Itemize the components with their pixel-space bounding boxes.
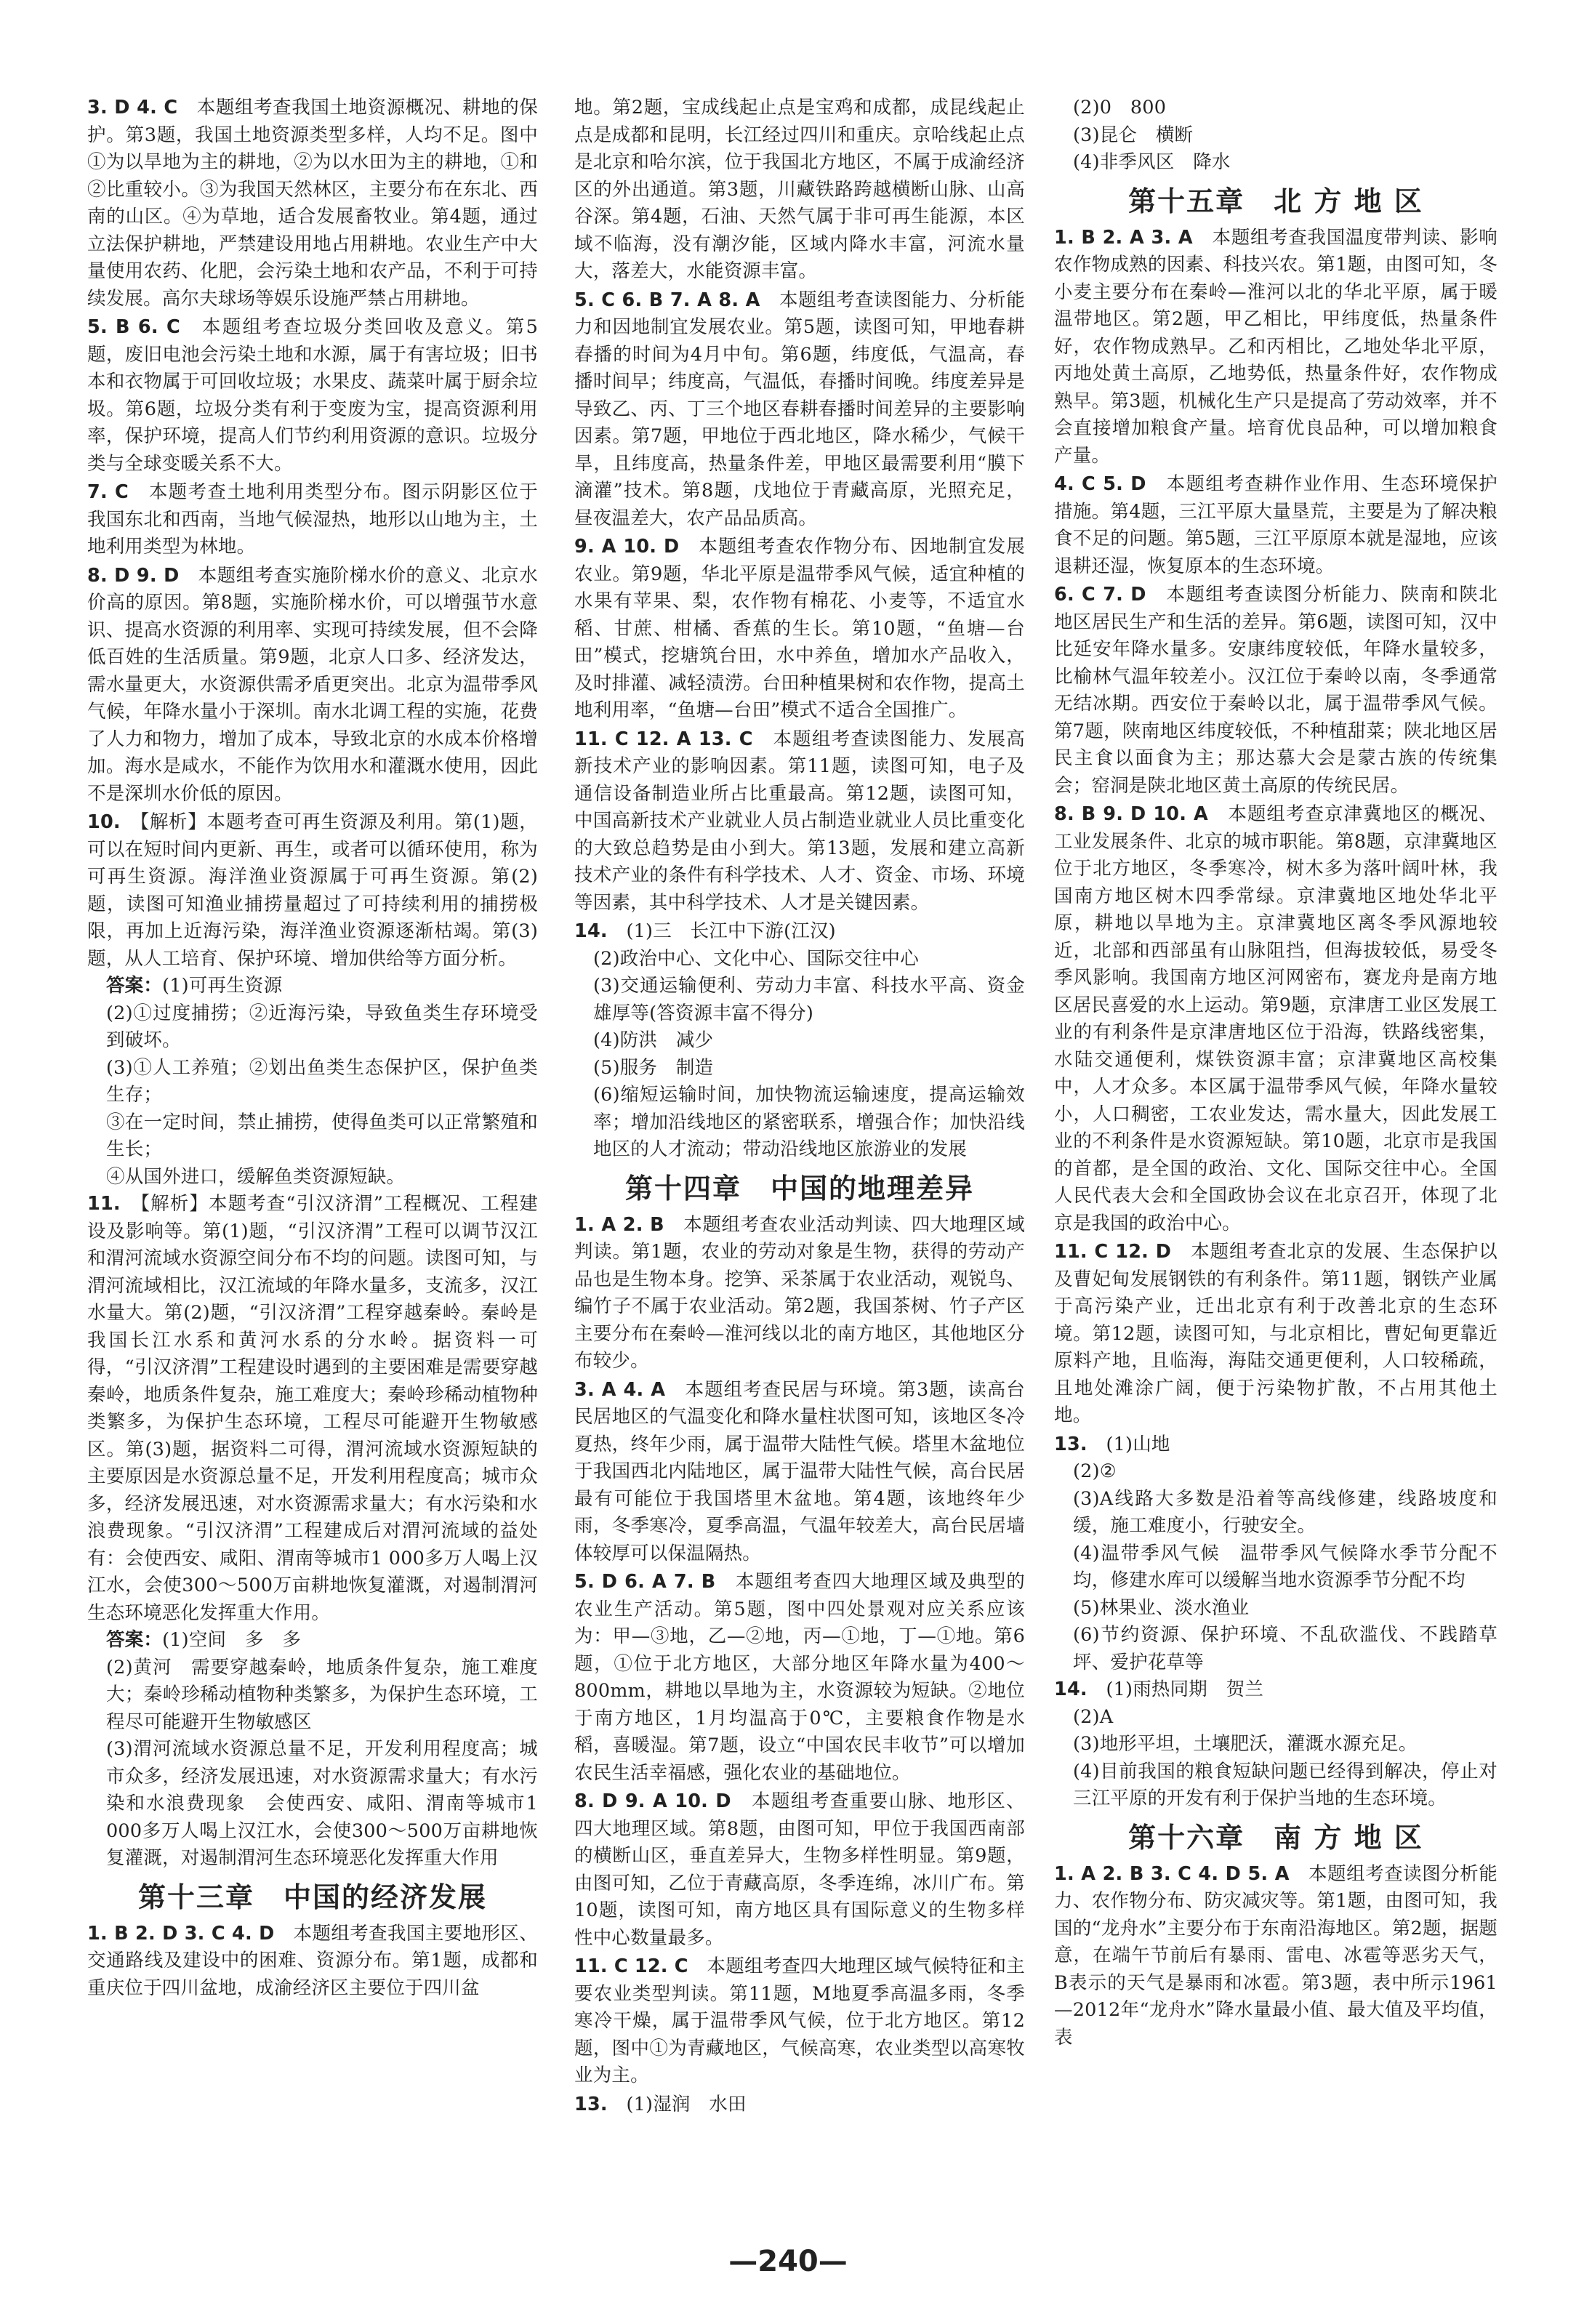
question-number: 1. A 2. B xyxy=(574,1213,664,1236)
sub-answer: (2)①过度捕捞；②近海污染，导致鱼类生存环境受到破坏。 xyxy=(106,1002,538,1051)
answer-item xyxy=(87,1191,538,1627)
question-number: 3. D 4. C xyxy=(87,97,178,118)
answer-item xyxy=(1054,582,1497,800)
question-number: 1. A 2. B 3. C 4. D 5. A xyxy=(1054,1862,1290,1885)
answer-item xyxy=(87,95,538,313)
question-number: 3. A 4. A xyxy=(574,1378,666,1401)
sub-answer: (2)0 800 xyxy=(1073,97,1167,118)
answer-item xyxy=(574,534,1025,725)
sub-answer: (2)A xyxy=(1073,1705,1114,1728)
column-right xyxy=(1054,95,1497,2051)
explanation-text: 本题考查土地利用类型分布。图示阴影区位于我国东北和西南，当地气候湿热，地形以山地为主，土地利用类型为林地。 xyxy=(87,481,538,558)
explanation-text: (1)湿润 水田 xyxy=(626,2093,747,2115)
question-number: 6. C 7. D xyxy=(1054,584,1146,606)
question-number: 13. xyxy=(1054,1433,1087,1455)
answer-item xyxy=(574,1953,1025,2090)
explanation-text: 本题组考查读图能力、发展高新技术产业的影响因素。第11题，读图可知，电子及通信设备制造业所占比重最高。第12题，读图可知，中国高新技术产业就业人员占制造业就业人员比重变化的大致总趋势是由小到大。第13题，发展和建立高新技术产业的条件有科学技术、人才、资金、市场、环境等因素，其中科学技术、人才是关键因素。 xyxy=(574,728,1025,914)
explanation-text: (1)三 长江中下游(江汉) xyxy=(626,920,836,942)
answer-item xyxy=(574,1788,1025,1952)
explanation-text: 本题组考查民居与环境。第3题，读高台民居地区的气温变化和降水量柱状图可知，该地区冬冷夏热，终年少雨，属于温带大陆性气候。塔里木盆地位于我国西北内陆地区，属于温带大陆性气候，高台民居最有可能位于我国塔里木盆地。第4题，该地终年少雨，冬季寒冷，夏季高温，气温年较差大，高台民居墙体较厚可以保温隔热。 xyxy=(574,1378,1026,1564)
question-number: 14. xyxy=(1054,1678,1087,1700)
question-number: 1. B 2. A 3. A xyxy=(1054,226,1193,249)
explanation-text: 本题组考查农业活动判读、四大地理区域判读。第1题，农业的劳动对象是生物，获得的劳动产品也是生物本身。挖笋、采茶属于农业活动，观锐鸟、编竹子不属于农业活动。第2题，我国茶树、竹子产区主要分布在秦岭—淮河线以北的南方地区，其他地区分布较少。 xyxy=(574,1213,1026,1372)
page-number: —240— xyxy=(728,2245,848,2278)
answer-line xyxy=(87,973,538,1000)
column-left xyxy=(87,95,538,2002)
continued-text: 地。第2题，宝成线起止点是宝鸡和成都，成昆线起止点是成都和昆明，长江经过四川和重庆。京哈线起止点是北京和哈尔滨，位于我国北方地区，不属于成渝经济区的外出通道。第3题，川藏铁路跨越横断山脉、山高谷深。第4题，石油、天然气属于非可再生能源，本区域不临海，没有潮汐能，区域内降水丰富，河流水量大，落差大，水能资源丰富。 xyxy=(574,97,1025,282)
explanation-text: 本题组考查读图分析能力、农作物分布、防灾减灾等。第1题，由图可知，我国的“龙舟水”主要分布于东南沿海地区。第2题，据题意，在端午节前后有暴雨、雷电、冰雹等恶劣天气，B表示的天气是暴雨和冰雹。第3题，表中所示1961—2012年“龙舟水”降水量最小值、最大值及平均值，表 xyxy=(1054,1862,1497,2048)
explanation-text: 本题组考查四大地理区域气候特征和主要农业类型判读。第11题，M地夏季高温多雨，冬季寒冷干燥，属于温带季风气候，位于北方地区。第12题，图中①为青藏地区，气候高寒，农业类型以高寒牧业为主。 xyxy=(574,1955,1025,2086)
sub-answer: ③在一定时间，禁止捕捞，使得鱼类可以正常繁殖和生长； xyxy=(106,1111,538,1160)
question-number: 9. A 10. D xyxy=(574,536,680,558)
question-number: 14. xyxy=(574,920,608,942)
sub-answer: (4)目前我国的粮食短缺问题已经得到解决，停止对三江平原的开发有利于保护当地的生态环境。 xyxy=(1073,1760,1497,1809)
answer-label: 答案： xyxy=(106,1629,163,1651)
answer-item xyxy=(574,1569,1025,1787)
answer-item xyxy=(574,2091,1025,2119)
explanation-text: 本题组考查农作物分布、因地制宜发展农业。第9题，华北平原是温带季风气候，适宜种植的水果有苹果、梨，农作物有棉花、小麦等，不适宜水稻、甘蔗、柑橘、香蕉的生长。第10题，“鱼塘—台田”模式，挖塘筑台田，水中养鱼，增加水产品收入，及时排灌、减轻渍涝。台田种植果树和农作物，提高土地利用率，“鱼塘—台田”模式不适合全国推广。 xyxy=(574,536,1026,721)
explanation-text: 本题组考查我国主要地形区、交通路线及建设中的困难、资源分布。第1题，成都和重庆位于四川盆地，成渝经济区主要位于四川盆 xyxy=(87,1922,538,1999)
explanation-text: 本题组考查京津冀地区的概况、工业发展条件、北京的城市职能。第8题，京津冀地区位于北方地区，冬季寒冷，树木多为落叶阔叶林，我国南方地区树木四季常绿。京津冀地区地处华北平原，耕地以旱地为主。京津冀地区离冬季风源地较近，北部和西部虽有山脉阻挡，但海拔较低，易受冬季风影响。我国南方地区河网密布，赛龙舟是南方地区居民喜爱的水上运动。第9题，京津唐工业区发展工业的有利条件是京津唐地区位于沿海，铁路线密集，水陆交通便利，煤铁资源丰富；京津冀地区高校集中，人才众多。本区属于温带季风气候，年降水量较小，人口稠密，工农业发达，需水量大，因此发展工业的不利条件是水资源短缺。第10题，北京市是我国的首都，是全国的政治、文化、国际交往中心。全国人民代表大会和全国政协会议在北京召开，体现了北京是我国的政治中心。 xyxy=(1054,803,1497,1234)
explanation-text: 本题组考查垃圾分类回收及意义。第5题，废旧电池会污染土地和水源，属于有害垃圾；旧书本和衣物属于可回收垃圾；水果皮、蔬菜叶属于厨余垃圾。第6题，垃圾分类有利于变废为宝，提高资源利用率，保护环境，提高人们节约利用资源的意识。垃圾分类与全球变暖关系不大。 xyxy=(87,316,538,475)
sub-answer: (2)政治中心、文化中心、国际交往中心 xyxy=(593,947,919,970)
explanation-text: 本题组考查实施阶梯水价的意义、北京水价高的原因。第8题，实施阶梯水价，可以增强节水意识、提高水资源的利用率、实现可持续发展，但不会降低百姓的生活质量。第9题，北京人口多、经济发达，需水量更大，水资源供需矛盾更突出。北京为温带季风气候，年降水量小于深圳。南水北调工程的实施，花费了人力和物力，增加了成本，导致北京的水成本价格增加。海水是咸水，不能作为饮用水和灌溉水使用，因此不是深圳水价低的原因。 xyxy=(87,564,538,805)
sub-answer: (4)温带季风气候 温带季风气候降水季节分配不均，修建水库可以缓解当地水资源季节分配不均 xyxy=(1073,1542,1497,1591)
question-number: 11. C 12. C xyxy=(574,1955,688,1977)
question-number: 4. C 5. D xyxy=(1054,473,1146,495)
answer-item xyxy=(87,809,538,973)
explanation-text: 【解析】本题考查可再生资源及利用。第(1)题，可以在短时间内更新、再生，或者可以循环使用，称为可再生资源。海洋渔业资源属于可再生资源。第(2)题，读图可知渔业捕捞量超过了可持续利用的捕捞极限，再加上近海污染，海洋渔业资源逐渐枯竭。第(3)题，从人工培育、保护环境、增加供给等方面分析。 xyxy=(87,811,538,970)
answer-item xyxy=(574,1212,1025,1375)
sub-answer: (3)①人工养殖；②划出鱼类生态保护区，保护鱼类生存； xyxy=(106,1056,538,1106)
explanation-text: (1)山地 xyxy=(1106,1433,1170,1455)
answer-item xyxy=(87,479,538,561)
question-number: 5. B 6. C xyxy=(87,316,180,338)
explanation-text: 本题组考查我国温度带判读、影响农作物成熟的因素、科技兴农。第1题，由图可知，冬小麦主要分布在秦岭—淮河以北的华北平原，属于暖温带地区。第2题，甲乙相比，甲纬度低，热量条件好，农作物成熟早。乙和丙相比，乙地处华北平原，丙地处黄土高原，乙地势低，热量条件好，农作物成熟早。第3题，机械化生产只是提高了劳动效率，并不会直接增加粮食产量。培育优良品种，可以增加粮食产量。 xyxy=(1054,226,1497,467)
answer-item xyxy=(574,1377,1025,1568)
sub-answer: (3)A线路大多数是沿着等高线修建，线路坡度和缓，施工难度小，行驶安全。 xyxy=(1073,1487,1497,1537)
chapter-heading: 第十四章 中国的地理差异 xyxy=(624,1172,974,1205)
answer-text: (1)可再生资源 xyxy=(162,975,283,997)
answer-item xyxy=(87,1921,538,2003)
question-number: 1. B 2. D 3. C 4. D xyxy=(87,1922,275,1945)
answer-line xyxy=(87,1627,538,1654)
sub-answer: (4)防洪 减少 xyxy=(593,1029,714,1051)
sub-answer: (5)林果业、淡水渔业 xyxy=(1073,1596,1250,1619)
chapter-heading: 第十五章 北 方 地 区 xyxy=(1128,185,1423,217)
answer-item xyxy=(1054,471,1497,580)
sub-answer: (3)渭河流域水资源总量不足，开发利用程度高；城市众多，经济发展迅速，对水资源需求量大；有水污染和水浪费现象 会使西安、咸阳、渭南等城市1 000多万人喝上汉江水，会使300～500万亩耕地恢复灌溉，对遏制渭河生态环境恶化发挥重大作用 xyxy=(106,1738,538,1869)
sub-answer: (3)昆仑 横断 xyxy=(1073,124,1194,146)
answer-item xyxy=(1054,225,1497,470)
question-number: 7. C xyxy=(87,481,129,503)
question-number: 5. C 6. B 7. A 8. A xyxy=(574,289,760,311)
sub-answer: (3)交通运输便利、劳动力丰富、科技水平高、资金雄厚等(答资源丰富不得分) xyxy=(593,975,1025,1024)
sub-answer: (6)节约资源、保护环境、不乱砍滥伐、不践踏草坪、爱护花草等 xyxy=(1073,1624,1497,1673)
question-number: 11. C 12. A 13. C xyxy=(574,728,753,750)
question-number: 8. B 9. D 10. A xyxy=(1054,803,1208,825)
sub-answer: (5)服务 制造 xyxy=(593,1056,714,1079)
answer-item xyxy=(87,314,538,478)
question-number: 11. C 12. D xyxy=(1054,1241,1172,1263)
explanation-text: 本题组考查耕作业作用、生态环境保护措施。第4题，三江平原大量垦荒，主要是为了解决粮食不足的问题。第5题，三江平原原本就是湿地，应该退耕还湿，恢复原本的生态环境。 xyxy=(1054,473,1497,577)
question-number: 13. xyxy=(574,2093,608,2115)
sub-answer: (6)缩短运输时间，加快物流运输速度，提高运输效率；增加沿线地区的紧密联系，增强合作；加快沿线地区的人才流动；带动沿线地区旅游业的发展 xyxy=(593,1084,1025,1160)
answer-item xyxy=(574,287,1025,533)
answer-item xyxy=(1054,1431,1497,1459)
question-number: 10. xyxy=(87,811,121,833)
answer-item xyxy=(1054,1861,1497,2052)
explanation-text: 【解析】本题考查“引汉济渭”工程概况、工程建设及影响等。第(1)题，“引汉济渭”工程可以调节汉江和渭河流域水资源空间分布不均的问题。读图可知，与渭河流域相比，汉江流域的年降水量多，支流多，汉江水量大。第(2)题，“引汉济渭”工程穿越秦岭。秦岭是我国长江水系和黄河水系的分水岭。据资料一可得，“引汉济渭”工程建设时遇到的主要困难是需要穿越秦岭，地质条件复杂，施工难度大；秦岭珍稀动植物种类繁多，为保护生态环境，工程尽可能避开生物敏感区。第(3)题，据资料二可得，渭河流域水资源短缺的主要原因是水资源总量不足，开发利用程度高；城市众多，经济发展迅速，对水资源需求量大；有水污染和水浪费现象。“引汉济渭”工程建成后对渭河流域的益处有：会使西安、咸阳、渭南等城市1 000多万人喝上汉江水，会使300～500万亩耕地恢复灌溉，对遏制渭河生态环境恶化发挥重大作用。 xyxy=(87,1193,538,1624)
answer-item xyxy=(1054,1676,1497,1704)
answer-label: 答案： xyxy=(106,975,163,997)
chapter-heading: 第十六章 南 方 地 区 xyxy=(1128,1821,1423,1854)
answer-item xyxy=(574,726,1025,917)
explanation-text: 本题组考查重要山脉、地形区、四大地理区域。第8题，由图可知，甲位于我国西南部的横断山区，垂直差异大，生物多样性明显。第9题，由图可知，乙位于青藏高原，冬季连绵，冰川广布。第10题，读图可知，南方地区具有国际意义的生物多样性中心数量最多。 xyxy=(574,1790,1025,1949)
sub-answer: (2)② xyxy=(1073,1460,1117,1482)
sub-answer: ④从国外进口，缓解鱼类资源短缺。 xyxy=(106,1165,406,1188)
question-number: 11. xyxy=(87,1193,121,1215)
answer-item xyxy=(1054,801,1497,1237)
column-middle xyxy=(574,95,1025,2118)
answer-text: (1)空间 多 多 xyxy=(162,1629,302,1651)
answer-item xyxy=(87,563,538,808)
answer-item xyxy=(574,918,1025,946)
explanation-text: 本题组考查读图分析能力、陕南和陕北地区居民生产和生活的差异。第6题，读图可知，汉中比延安年降水量多。安康纬度较低，年降水量较多，比榆林气温年较差小。汉江位于秦岭以南，冬季通常无结冰期。西安位于秦岭以北，属于温带季风气候。第7题，陕南地区纬度较低，不种植甜菜；陕北地区居民主食以面食为主；那达慕大会是蒙古族的传统集会；窑洞是陕北地区黄土高原的传统民居。 xyxy=(1054,584,1497,797)
explanation-text: (1)雨热同期 贺兰 xyxy=(1106,1678,1264,1700)
sub-answer: (2)黄河 需要穿越秦岭，地质条件复杂，施工难度大；秦岭珍稀动植物种类繁多，为保护生态环境，工程尽可能避开生物敏感区 xyxy=(106,1656,538,1733)
explanation-text: 本题组考查读图能力、分析能力和因地制宜发展农业。第5题，读图可知，甲地春耕春播的时间为4月中旬。第6题，纬度低，气温高，春播时间早；纬度高，气温低，春播时间晚。纬度差异是导致乙、丙、丁三个地区春耕春播时间差异的主要影响因素。第7题，甲地位于西北地区，降水稀少，气候干旱，且纬度高，热量条件差，甲地区最需要利用“膜下滴灌”技术。第8题，戊地位于青藏高原，光照充足，昼夜温差大，农产品品质高。 xyxy=(574,289,1025,529)
question-number: 8. D 9. D xyxy=(87,564,180,587)
explanation-text: 本题组考查北京的发展、生态保护以及曹妃甸发展钢铁的有利条件。第11题，钢铁产业属于高污染产业，迁出北京有利于改善北京的生态环境。第12题，读图可知，与北京相比，曹妃甸更靠近原料产地，且临海，海陆交通更便利，人口较稀疏，且地处滩涂广阔，便于污染物扩散，不占用其他土地。 xyxy=(1054,1241,1498,1426)
question-number: 8. D 9. A 10. D xyxy=(574,1790,731,1812)
sub-answer: (4)非季风区 降水 xyxy=(1073,151,1231,173)
explanation-text: 本题组考查我国土地资源概况、耕地的保护。第3题，我国土地资源类型多样，人均不足。图中①为以旱地为主的耕地，②为以水田为主的耕地，①和②比重较小。③为我国天然林区，主要分布在东北、西南的山区。④为草地，适合发展畜牧业。第4题，通过立法保护耕地，严禁建设用地占用耕地。农业生产中大量使用农药、化肥，会污染土地和农产品，不利于可持续发展。高尔夫球场等娱乐设施严禁占用耕地。 xyxy=(87,97,538,310)
answer-item xyxy=(1054,1239,1497,1430)
explanation-text: 本题组考查四大地理区域及典型的农业生产活动。第5题，图中四处景观对应关系应该为：甲—③地，乙—②地，丙—①地，丁—①地。第6题，①位于北方地区，大部分地区年降水量为400～800mm，耕地以旱地为主，水资源较为短缺。②地位于南方地区，1月均温高于0℃，主要粮食作物是水稻，喜暖湿。第7题，设立“中国农民丰收节”可以增加农民生活幸福感，强化农业的基础地位。 xyxy=(574,1571,1025,1784)
chapter-heading: 第十三章 中国的经济发展 xyxy=(137,1881,487,1913)
question-number: 5. D 6. A 7. B xyxy=(574,1571,716,1593)
sub-answer: (3)地形平坦，土壤肥沃，灌溉水源充足。 xyxy=(1073,1733,1418,1755)
